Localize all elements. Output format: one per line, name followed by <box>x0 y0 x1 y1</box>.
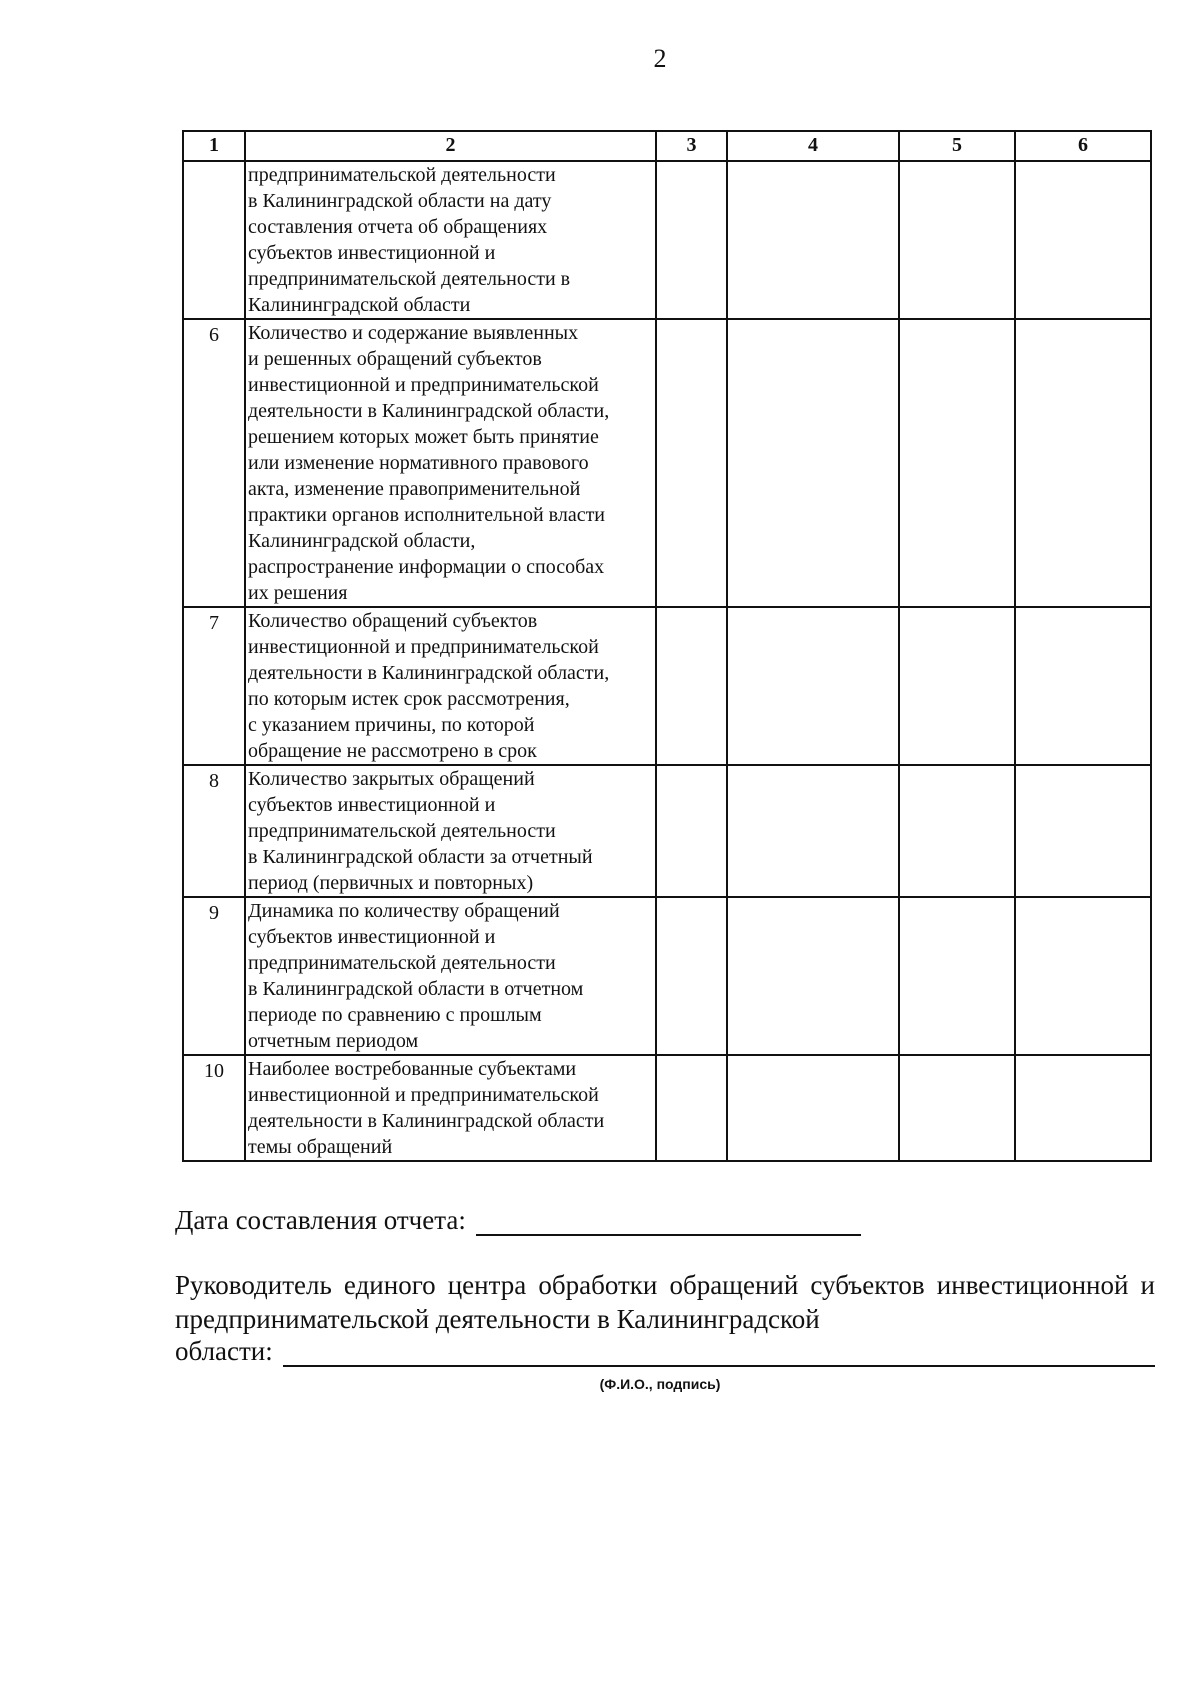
empty-cell <box>1015 161 1151 319</box>
column-header: 2 <box>245 131 656 161</box>
page-number: 2 <box>653 44 667 73</box>
empty-cell <box>899 319 1015 607</box>
empty-cell <box>727 765 899 897</box>
report-table <box>182 130 1152 1162</box>
empty-cell <box>727 161 899 319</box>
column-header: 6 <box>1015 131 1151 161</box>
empty-cell <box>656 897 727 1055</box>
table-row <box>183 161 1151 319</box>
column-header: 4 <box>727 131 899 161</box>
row-description: предпринимательской деятельности в Калининградской области на дату составления отчета об обращениях субъектов инвестиционной и предпринимательской деятельности в Калининградской области <box>245 161 656 319</box>
empty-cell <box>656 319 727 607</box>
empty-cell <box>727 1055 899 1161</box>
row-description: Динамика по количеству обращений субъектов инвестиционной и предпринимательской деятельности в Калининградской области в отчетном периоде по сравнению с прошлым отчетным периодом <box>245 897 656 1055</box>
empty-cell <box>1015 765 1151 897</box>
row-number: 9 <box>183 897 245 1055</box>
empty-cell <box>656 161 727 319</box>
signature-blank <box>283 1337 1155 1367</box>
column-header: 1 <box>183 131 245 161</box>
column-header: 3 <box>656 131 727 161</box>
row-number: 10 <box>183 1055 245 1161</box>
empty-cell <box>899 765 1015 897</box>
row-description: Наиболее востребованные субъектами инвестиционной и предпринимательской деятельности в Калининградской области темы обращений <box>245 1055 656 1161</box>
empty-cell <box>656 1055 727 1161</box>
empty-cell <box>899 1055 1015 1161</box>
empty-cell <box>899 161 1015 319</box>
signature-caption: (Ф.И.О., подпись) <box>599 1376 721 1392</box>
empty-cell <box>656 765 727 897</box>
report-date-line <box>175 1205 861 1236</box>
empty-cell <box>1015 897 1151 1055</box>
report-date-blank <box>476 1206 861 1236</box>
head-label: Руководитель единого центра обработки обращений субъектов инвестиционной и предпринимательской деятельности в Калининградской <box>175 1270 1155 1334</box>
empty-cell <box>1015 607 1151 765</box>
signature-line <box>175 1336 1155 1367</box>
empty-cell <box>1015 319 1151 607</box>
table-header-row <box>183 131 1151 161</box>
row-description: Количество и содержание выявленных и решенных обращений субъектов инвестиционной и предпринимательской деятельности в Калининградской области, решением которых может быть принятие или изменение нормативного правового акта, изменение правоприменительной практики органов исполнительной власти Калининградской области, распространение информации о способах их решения <box>245 319 656 607</box>
empty-cell <box>727 897 899 1055</box>
table-row <box>183 319 1151 607</box>
table-row <box>183 1055 1151 1161</box>
table-row <box>183 897 1151 1055</box>
empty-cell <box>656 607 727 765</box>
empty-cell <box>899 607 1015 765</box>
row-description: Количество закрытых обращений субъектов инвестиционной и предпринимательской деятельности в Калининградской области за отчетный период (первичных и повторных) <box>245 765 656 897</box>
empty-cell <box>727 319 899 607</box>
empty-cell <box>727 607 899 765</box>
row-number <box>183 161 245 319</box>
head-label-end: области: <box>175 1336 273 1366</box>
empty-cell <box>1015 1055 1151 1161</box>
empty-cell <box>899 897 1015 1055</box>
row-number: 6 <box>183 319 245 607</box>
column-header: 5 <box>899 131 1015 161</box>
report-date-label: Дата составления отчета: <box>175 1205 466 1235</box>
row-number: 8 <box>183 765 245 897</box>
row-number: 7 <box>183 607 245 765</box>
table-row <box>183 607 1151 765</box>
table-row <box>183 765 1151 897</box>
row-description: Количество обращений субъектов инвестиционной и предпринимательской деятельности в Калининградской области, по которым истек срок рассмотрения, с указанием причины, по которой обращение не рассмотрено в срок <box>245 607 656 765</box>
